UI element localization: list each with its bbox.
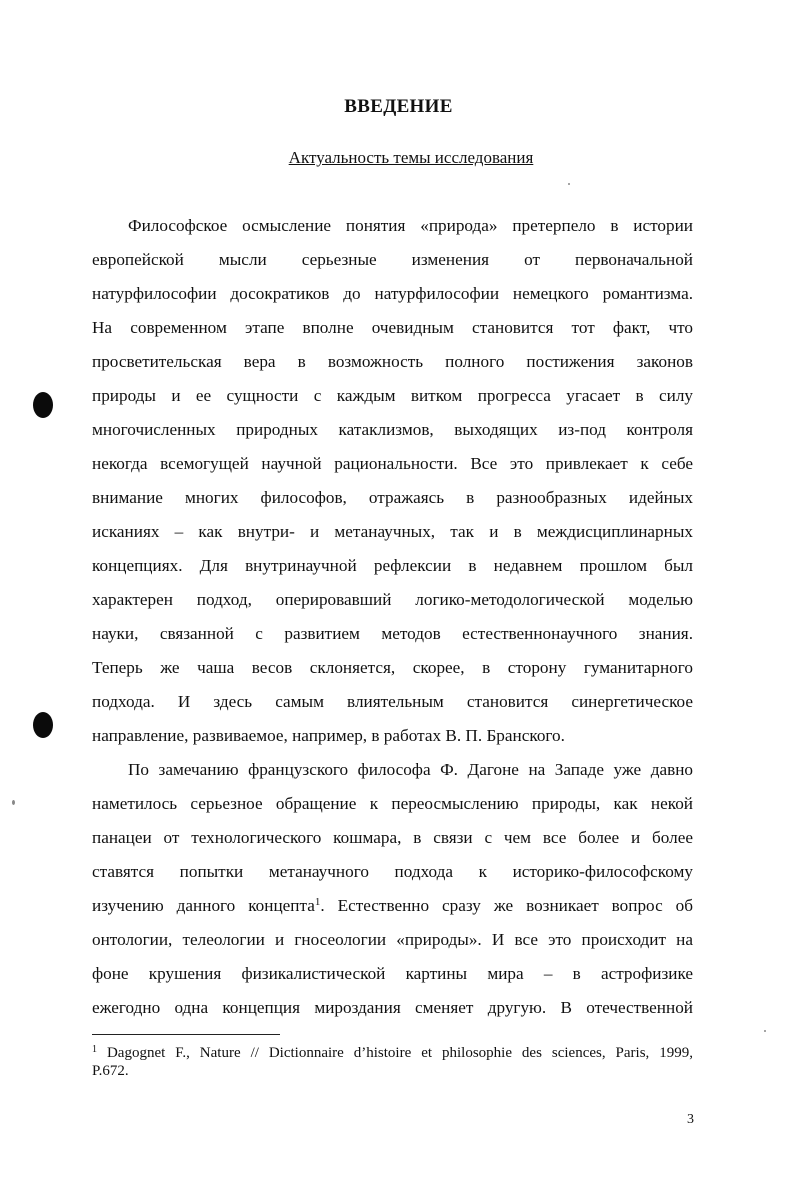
binder-hole [33, 712, 53, 738]
text-run: изучению данного концепта [92, 896, 315, 915]
body-line: внимание многих философов, отражаясь в разнообразных идейных [92, 488, 693, 507]
body-line: исканиях – как внутри- и метанаучных, так и в междисциплинарных [92, 522, 693, 541]
body-line: европейской мысли серьезные изменения от первоначальной [92, 250, 693, 269]
body-line: Философское осмысление понятия «природа» претерпело в истории [128, 216, 693, 235]
scan-speck [12, 800, 15, 805]
body-line: просветительская вера в возможность полного постижения законов [92, 352, 693, 371]
body-line: панацеи от технологического кошмара, в связи с чем все более и более [92, 828, 693, 847]
body-line: многочисленных природных катаклизмов, выходящих из-под контроля [92, 420, 693, 439]
scan-speck [764, 1030, 766, 1032]
body-line: натурфилософии досократиков до натурфилософии немецкого романтизма. [92, 284, 693, 303]
body-line: ежегодно одна концепция мироздания сменяет другую. В отечественной [92, 998, 693, 1017]
scan-speck [568, 183, 570, 185]
footnote-line [92, 1044, 693, 1062]
body-line: Теперь же чаша весов склоняется, скорее, в сторону гуманитарного [92, 658, 693, 677]
body-line: наметилось серьезное обращение к переосмыслению природы, как некой [92, 794, 693, 813]
body-line: подхода. И здесь самым влиятельным становится синергетическое [92, 692, 693, 711]
body-line: На современном этапе вполне очевидным становится тот факт, что [92, 318, 693, 337]
footnote-divider [92, 1034, 280, 1035]
footnote-line: P.672. [92, 1063, 129, 1079]
body-line: природы и ее сущности с каждым витком прогресса угасает в силу [92, 386, 693, 405]
body-line: концепциях. Для внутринаучной рефлексии в недавнем прошлом был [92, 556, 693, 575]
body-line: фоне крушения физикалистической картины мира – в астрофизике [92, 964, 693, 983]
body-line: ставятся попытки метанаучного подхода к историко-философскому [92, 862, 693, 881]
body-line: характерен подход, оперировавший логико-методологической моделью [92, 590, 693, 609]
section-subtitle: Актуальность темы исследования [288, 148, 534, 167]
footnote-reference: 1 [314, 896, 321, 908]
body-line: некогда всемогущей научной рациональности. Все это привлекает к себе [92, 454, 693, 473]
page-title: ВВЕДЕНИЕ [344, 96, 453, 117]
body-line: онтологии, телеологии и гносеологии «природы». И все это происходит на [92, 930, 693, 949]
body-line: науки, связанной с развитием методов естественнонаучного знания. [92, 624, 693, 643]
text-run: . Естественно сразу же возникает вопрос об [320, 896, 693, 915]
body-line-with-footnote [92, 896, 693, 916]
body-line: По замечанию французского философа Ф. Дагоне на Западе уже давно [128, 760, 693, 779]
body-line: направление, развиваемое, например, в работах В. П. Бранского. [92, 726, 565, 745]
binder-hole [33, 392, 53, 418]
page-number: 3 [687, 1112, 694, 1127]
footnote-marker: 1 [92, 1044, 97, 1055]
footnote-text: Dagognet F., Nature // Dictionnaire d’histoire et philosophie des sciences, Paris, 1999, [97, 1045, 693, 1061]
